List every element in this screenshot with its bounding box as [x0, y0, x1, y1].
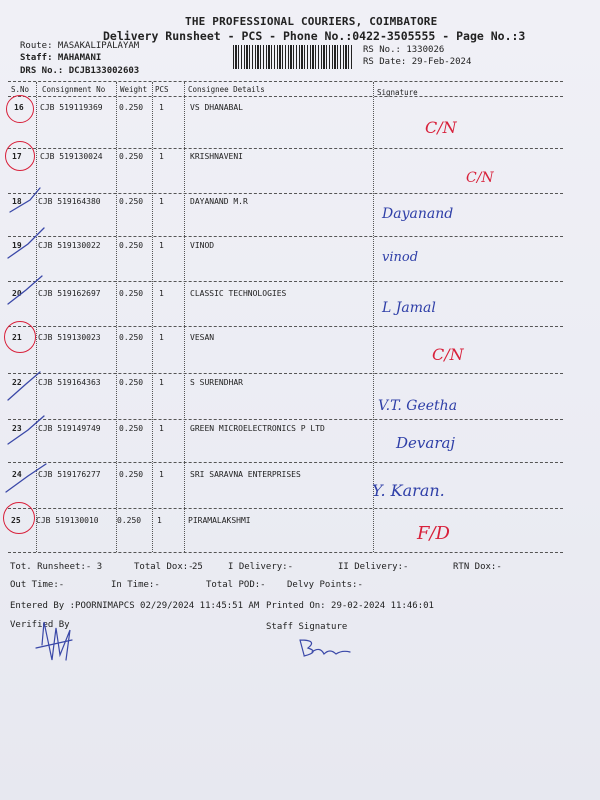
- column-rule: [152, 82, 153, 552]
- total-dox-value: 25: [192, 562, 203, 572]
- row-consignee: VESAN: [190, 333, 215, 342]
- row-divider: [8, 462, 563, 463]
- delvy-points: Delvy Points:-: [287, 580, 363, 590]
- row-divider: [8, 193, 563, 194]
- column-rule: [36, 82, 37, 552]
- row-sno: 25: [11, 516, 21, 525]
- row-consignee: DAYANAND M.R: [190, 197, 248, 206]
- row-consignee: VINOD: [190, 241, 215, 250]
- verified-by: Verified By: [10, 620, 70, 630]
- tot-runsheet: Tot. Runsheet:- 3: [10, 562, 103, 572]
- row-pcs: 1: [157, 516, 162, 525]
- row-sno: 17: [12, 152, 22, 161]
- row-sno: 19: [12, 241, 22, 250]
- row-sno: 20: [12, 289, 22, 298]
- circle-mark: [5, 141, 35, 171]
- row-consignment: CJB 519130024: [40, 152, 103, 161]
- circle-mark: [3, 502, 35, 534]
- col-header-consignment: Consignment No: [42, 85, 106, 94]
- row-weight: 0.250: [119, 378, 144, 387]
- rs-date: RS Date: 29-Feb-2024: [363, 57, 472, 67]
- runsheet-title: Delivery Runsheet - PCS - Phone No.:0422-3505555 - Page No.:3: [103, 29, 526, 43]
- signature-cn: C/N: [432, 345, 464, 364]
- row-weight: 0.250: [119, 103, 144, 112]
- signature-cn: C/N: [425, 118, 457, 137]
- drs-number: DRS No.: DCJB133002603: [20, 66, 140, 76]
- signature-cn: C/N: [466, 170, 494, 186]
- row-consignee: PIRAMALAKSHMI: [188, 516, 251, 525]
- col-header-weight: Weight: [120, 85, 148, 94]
- row-divider: [8, 326, 563, 327]
- row-divider: [8, 236, 563, 237]
- row-sno: 22: [12, 378, 22, 387]
- row-pcs: 1: [159, 152, 164, 161]
- row-consignment: CJB 519164363: [38, 378, 101, 387]
- row-divider: [8, 281, 563, 282]
- row-sno: 18: [12, 197, 22, 206]
- row-consignee: SRI SARAVNA ENTERPRISES: [190, 470, 301, 479]
- row-consignment: CJB 519119369: [40, 103, 103, 112]
- row-pcs: 1: [159, 241, 164, 250]
- out-time: Out Time:-: [10, 580, 65, 590]
- row-consignment: CJB 519164380: [38, 197, 101, 206]
- row-consignment: CJB 519162697: [38, 289, 101, 298]
- divider: [8, 81, 563, 82]
- row-weight: 0.250: [119, 470, 144, 479]
- row-pcs: 1: [159, 197, 164, 206]
- row-sno: 21: [12, 333, 22, 342]
- row-divider: [8, 419, 563, 420]
- circle-mark: [4, 321, 36, 353]
- row-consignment: CJB 519130023: [38, 333, 101, 342]
- col-header-sno: S.No: [11, 85, 30, 94]
- divider: [8, 96, 563, 97]
- row-pcs: 1: [159, 103, 164, 112]
- row-weight: 0.250: [119, 241, 144, 250]
- col-header-pcs: PCS: [155, 85, 169, 94]
- row-sno: 16: [14, 103, 24, 112]
- row-consignee: S SURENDHAR: [190, 378, 243, 387]
- signature: Devaraj: [396, 434, 456, 452]
- company-name: THE PROFESSIONAL COURIERS, COIMBATORE: [185, 15, 438, 28]
- signature: vinod: [382, 250, 419, 265]
- row-weight: 0.250: [119, 152, 144, 161]
- col-header-consignee: Consignee Details: [188, 85, 265, 94]
- row-consignee: KRISHNAVENI: [190, 152, 243, 161]
- signature: V.T. Geetha: [378, 398, 458, 414]
- row-pcs: 1: [159, 333, 164, 342]
- row-weight: 0.250: [119, 333, 144, 342]
- staff-label: Staff: MAHAMANI: [20, 53, 102, 63]
- total-pod: Total POD:-: [206, 580, 266, 590]
- row-pcs: 1: [159, 424, 164, 433]
- in-time: In Time:-: [111, 580, 160, 590]
- row-consignment: CJB 519130010: [36, 516, 99, 525]
- signature: L Jamal: [382, 300, 436, 316]
- circle-mark: [6, 95, 34, 123]
- row-consignment: CJB 519149749: [38, 424, 101, 433]
- barcode-image: [233, 45, 353, 69]
- row-weight: 0.250: [117, 516, 142, 525]
- row-pcs: 1: [159, 470, 164, 479]
- total-dox-label: Total Dox:-: [134, 562, 194, 572]
- row-weight: 0.250: [119, 197, 144, 206]
- row-divider: [8, 148, 563, 149]
- col-header-signature: Signature: [377, 88, 418, 97]
- row-sno: 23: [12, 424, 22, 433]
- row-consignee: GREEN MICROELECTRONICS P LTD: [190, 424, 325, 433]
- row-divider: [8, 508, 563, 509]
- column-rule: [116, 82, 117, 552]
- row-pcs: 1: [159, 289, 164, 298]
- entered-by: Entered By :POORNIMAPCS 02/29/2024 11:45:51 AM: [10, 601, 260, 611]
- row-consignee: VS DHANABAL: [190, 103, 243, 112]
- staff-signature-label: Staff Signature: [266, 622, 348, 632]
- row-weight: 0.250: [119, 289, 144, 298]
- row-divider: [8, 373, 563, 374]
- rs-number: RS No.: 1330026: [363, 45, 445, 55]
- signature: Y. Karan.: [372, 481, 445, 500]
- signature: Dayanand: [382, 206, 454, 222]
- i-delivery: I Delivery:-: [228, 562, 294, 572]
- row-pcs: 1: [159, 378, 164, 387]
- row-consignment: CJB 519130022: [38, 241, 101, 250]
- route-label: Route: MASAKALIPALAYAM: [20, 41, 140, 51]
- row-consignment: CJB 519176277: [38, 470, 101, 479]
- column-rule: [184, 82, 185, 552]
- signature-fd: F/D: [417, 523, 450, 544]
- row-weight: 0.250: [119, 424, 144, 433]
- rtn-dox: RTN Dox:-: [453, 562, 502, 572]
- row-sno: 24: [12, 470, 22, 479]
- printed-on: Printed On: 29-02-2024 11:46:01: [266, 601, 434, 611]
- row-consignee: CLASSIC TECHNOLOGIES: [190, 289, 287, 298]
- row-divider: [8, 552, 563, 553]
- ii-delivery: II Delivery:-: [338, 562, 409, 572]
